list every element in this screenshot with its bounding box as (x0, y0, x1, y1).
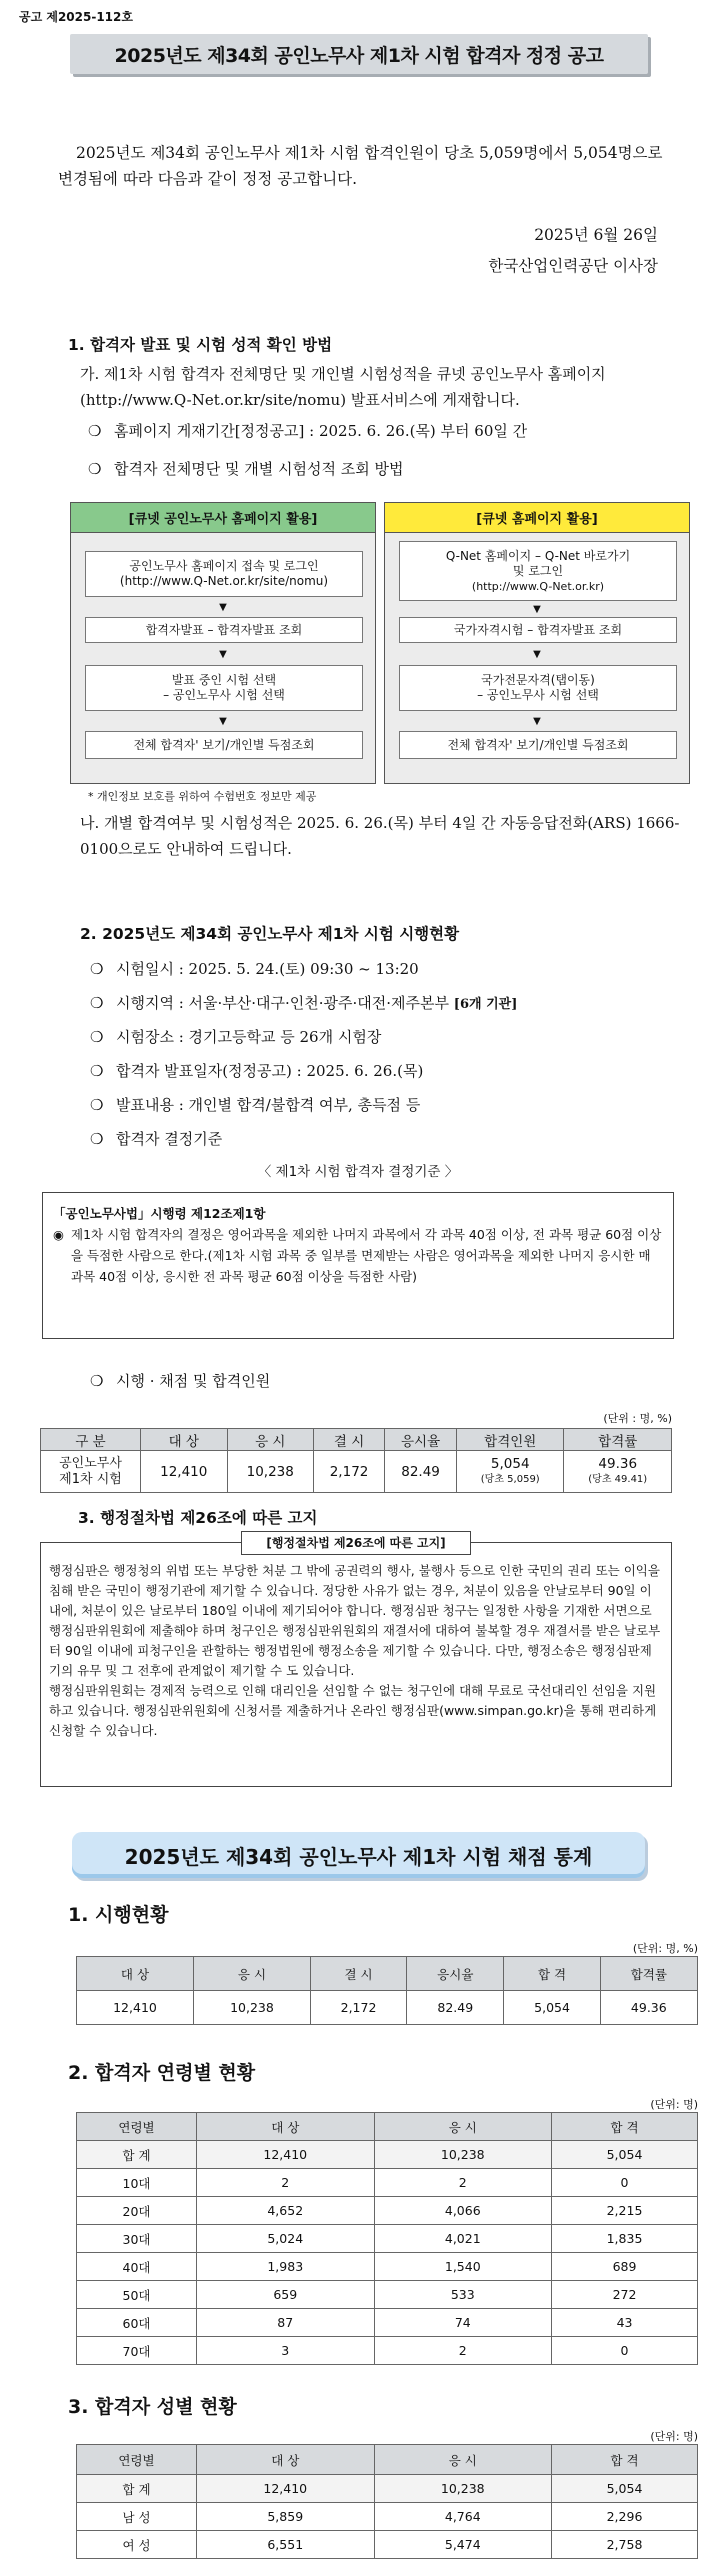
cell: 3 (197, 2337, 375, 2365)
table-row (77, 2253, 698, 2281)
bullet-icon: ❍ (90, 1028, 104, 1046)
announce-date-item (90, 1058, 423, 1084)
row-label: 공인노무사 (59, 1455, 122, 1471)
cell: 0 (552, 2169, 698, 2197)
cell: 659 (197, 2281, 375, 2309)
cell: 43 (552, 2309, 698, 2337)
cell: 5,054 (504, 1991, 600, 2025)
notice-date: 2025년 6월 26일 (534, 226, 658, 244)
admin-notice-p2: 행정심판위원회는 경제적 능력으로 인해 대리인을 선임할 수 없는 청구인에 대해 무료로 국선대리인 선임을 지원하고 있습니다. 행정심판위원회에 신청서를 제출하거나 온라인 행정심판(www.simpan.go.kr)을 통해 편리하게 신청할 수 있습니다. (49, 1683, 657, 1738)
bullet-icon: ❍ (88, 460, 102, 478)
header-cell: 응 시 (374, 2445, 552, 2475)
row-label: 제1차 시험 (59, 1471, 122, 1487)
flow-step-text: 및 로그인 (512, 563, 564, 578)
header-cell: 연령별 (77, 2113, 197, 2141)
exam-region-item (90, 990, 517, 1018)
flow-step-text: 국가자격시험 – 합격자발표 조회 (453, 622, 623, 637)
cell: 2,172 (310, 1991, 406, 2025)
cell-note: (당초 5,059) (480, 1473, 540, 1485)
table-row (77, 2531, 698, 2559)
cell: 2 (374, 2337, 552, 2365)
unit-label: (단위: 명) (650, 2430, 698, 2443)
posting-period-bullet (88, 418, 527, 444)
page-title: 2025년도 제34회 공인노무사 제1차 시험 합격자 정정 공고 (70, 34, 648, 74)
lookup-method-bullet (88, 456, 403, 482)
table-header-row (77, 1957, 698, 1991)
down-arrow-icon: ▼ (219, 649, 227, 660)
posting-period-text: 홈페이지 게재기간[정정공고] : 2025. 6. 26.(목) 부터 60일 간 (114, 422, 528, 440)
admin-notice-box (40, 1536, 672, 1787)
header-cell: 합격인원 (457, 1429, 564, 1451)
header-cell: 응 시 (374, 2113, 552, 2141)
cell: 49.36 (600, 1991, 697, 2025)
header-cell: 합 격 (552, 2113, 698, 2141)
notice-number: 공고 제2025-112호 (19, 10, 133, 24)
flow-step-text: Q-Net 홈페이지 – Q-Net 바로가기 (445, 548, 631, 563)
header-cell: 응 시 (227, 1429, 314, 1451)
flow-step (85, 665, 363, 711)
flow-step-text: – 공인노무사 시험 선택 (163, 688, 285, 702)
flow-step (399, 731, 677, 759)
item-text: 시행지역 : 서울·부산·대구·인천·광주·대전·제주본부 (116, 994, 450, 1012)
cell: 5,024 (197, 2225, 375, 2253)
table-header-row (41, 1429, 672, 1451)
admin-notice-body (41, 1543, 671, 1741)
cell: 82.49 (407, 1991, 504, 2025)
table-row (77, 2197, 698, 2225)
cell: 남 성 (77, 2503, 197, 2531)
flow-step-link: (http://www.Q-Net.or.kr/site/nomu) (119, 574, 329, 588)
cell: 여 성 (77, 2531, 197, 2559)
flow-step-text: 전체 합격자' 보기/개인별 득점조회 (133, 737, 315, 752)
bullet-icon: ❍ (90, 994, 104, 1012)
table-row (77, 2141, 698, 2169)
exam-venue-item (90, 1024, 381, 1050)
cell: 6,551 (197, 2531, 375, 2559)
result-table (40, 1428, 672, 1493)
exam-date-item (90, 956, 419, 982)
cell: 2,172 (314, 1451, 385, 1493)
table-row (77, 2503, 698, 2531)
bullet-icon: ❍ (88, 422, 102, 440)
flow-step-text: – 공인노무사 시험 선택 (477, 688, 599, 702)
criteria-item (90, 1126, 222, 1152)
table-row (77, 2169, 698, 2197)
flow-step-text: 공인노무사 홈페이지 접속 및 로그인 (129, 559, 319, 573)
unit-label: (단위: 명, %) (632, 1942, 698, 1955)
cell: 1,540 (374, 2253, 552, 2281)
flow-step (399, 617, 677, 643)
table-row (77, 2281, 698, 2309)
header-cell: 결 시 (314, 1429, 385, 1451)
header-cell: 합격률 (564, 1429, 672, 1451)
header-cell: 대 상 (141, 1429, 228, 1451)
cell: 689 (552, 2253, 698, 2281)
criteria-caption: 〈 제1차 시험 합격자 결정기준 〉 (257, 1164, 459, 1180)
cell: 30대 (77, 2225, 197, 2253)
panel-header: [큐넷 홈페이지 활용] (385, 503, 689, 533)
stat-subtitle (90, 1368, 270, 1394)
cell: 2,758 (552, 2531, 698, 2559)
bullet-icon: ❍ (90, 1130, 104, 1148)
table-row (41, 1451, 672, 1493)
cell: 12,410 (141, 1451, 228, 1493)
cell: 1,983 (197, 2253, 375, 2281)
cell: 12,410 (77, 1991, 194, 2025)
table-header-row (77, 2113, 698, 2141)
bullet-icon: ❍ (90, 1372, 104, 1390)
item-text: 합격자 발표일자(정정공고) : 2025. 6. 26.(목) (116, 1062, 424, 1080)
item-text: 시행 · 채점 및 합격인원 (116, 1372, 271, 1390)
cell: 12,410 (197, 2141, 375, 2169)
cell: 10,238 (374, 2475, 552, 2503)
header-cell: 응 시 (193, 1957, 310, 1991)
down-arrow-icon: ▼ (533, 649, 541, 660)
cell: 5,859 (197, 2503, 375, 2531)
flow-step (85, 617, 363, 643)
cell: 5,474 (374, 2531, 552, 2559)
cell: 10,238 (227, 1451, 314, 1493)
qnet-flow-panel (384, 502, 690, 784)
item-text: 발표내용 : 개인별 합격/불합격 여부, 총득점 등 (116, 1096, 421, 1114)
flow-step-link: (http://www.Q-Net.or.kr) (471, 579, 605, 593)
lookup-method-text: 합격자 전체명단 및 개별 시험성적 조회 방법 (114, 460, 404, 478)
cell: 20대 (77, 2197, 197, 2225)
flow-step (85, 731, 363, 759)
stats-s1-heading: 1. 시행현황 (68, 1904, 169, 1926)
cell: 50대 (77, 2281, 197, 2309)
table-row (77, 2309, 698, 2337)
cell: 70대 (77, 2337, 197, 2365)
stats-s2-table (76, 2112, 698, 2365)
header-cell: 합격률 (600, 1957, 697, 1991)
cell: 82.49 (385, 1451, 457, 1493)
header-cell: 응시율 (385, 1429, 457, 1451)
unit-label: (단위 : 명, %) (603, 1412, 672, 1425)
cell-note: (당초 49.41) (588, 1473, 648, 1485)
section-2-heading: 2. 2025년도 제34회 공인노무사 제1차 시험 시행현황 (80, 925, 460, 943)
cell: 합 계 (77, 2141, 197, 2169)
stats-s3-heading: 3. 합격자 성별 현황 (68, 2396, 237, 2418)
table-header-row (77, 2445, 698, 2475)
announce-content-item (90, 1092, 420, 1118)
criteria-law: 「공인노무사법」시행령 제12조제1항 (53, 1206, 266, 1221)
intro-paragraph: 2025년도 제34회 공인노무사 제1차 시험 합격인원이 당초 5,059명에서 5,054명으로 변경됨에 따라 다음과 같이 정정 공고합니다. (58, 144, 663, 188)
cell: 272 (552, 2281, 698, 2309)
cell: 합 계 (77, 2475, 197, 2503)
table-row (77, 1991, 698, 2025)
section-1-item-na: 나. 개별 합격여부 및 시험성적은 2025. 6. 26.(목) 부터 4일 간 자동응답전화(ARS) 1666-0100으로도 안내하여 드립니다. (80, 814, 680, 858)
cell: 40대 (77, 2253, 197, 2281)
criteria-mark-icon: ◉ (53, 1227, 64, 1242)
flow-step-text: 국가전문자격(탭이동) (481, 673, 595, 687)
header-cell: 합 격 (504, 1957, 600, 1991)
cell: 4,021 (374, 2225, 552, 2253)
cell: 0 (552, 2337, 698, 2365)
item-text: 시험일시 : 2025. 5. 24.(토) 09:30 ~ 13:20 (116, 960, 419, 978)
stats-s3-table (76, 2444, 698, 2559)
panel-header: [큐넷 공인노무사 홈페이지 활용] (71, 503, 375, 533)
passers-cell (457, 1451, 564, 1493)
item-text: 시험장소 : 경기고등학교 등 26개 시험장 (116, 1028, 382, 1046)
cell: 60대 (77, 2309, 197, 2337)
section-1-heading: 1. 합격자 발표 및 시험 성적 확인 방법 (68, 336, 333, 354)
issuer-name: 한국산업인력공단 이사장 (488, 257, 658, 275)
header-cell: 응시율 (407, 1957, 504, 1991)
cell: 12,410 (197, 2475, 375, 2503)
qnet-nomu-flow-panel (70, 502, 376, 784)
cell: 2,215 (552, 2197, 698, 2225)
row-label-cell (41, 1451, 141, 1493)
stats-s1-table (76, 1956, 698, 2025)
header-cell: 결 시 (310, 1957, 406, 1991)
flow-step (399, 541, 677, 601)
cell: 4,066 (374, 2197, 552, 2225)
flow-step-text: 발표 중인 시험 선택 (171, 673, 277, 687)
cell: 2 (374, 2169, 552, 2197)
cell: 10대 (77, 2169, 197, 2197)
section-3-heading: 3. 행정절차법 제26조에 따른 고지 (78, 1509, 318, 1527)
region-tag: [6개 기관] (453, 997, 518, 1012)
flow-step (85, 551, 363, 597)
table-row (77, 2225, 698, 2253)
down-arrow-icon: ▼ (533, 604, 541, 615)
criteria-text: 제1차 시험 합격자의 결정은 영어과목을 제외한 나머지 과목에서 각 과목 40점 이상, 전 과목 평균 60점 이상을 득점한 사람으로 한다.(제1차 시험 과목 중 일부를 면제받는 사람은 영어과목을 제외한 나머지 응시한 매 과목 40점 이상, 응시한 전 과목 평균 60점 이상을 득점한 사람) (71, 1227, 662, 1284)
header-cell: 대 상 (77, 1957, 194, 1991)
unit-label: (단위: 명) (650, 2098, 698, 2111)
header-cell: 대 상 (197, 2113, 375, 2141)
cell-value: 5,054 (490, 1455, 530, 1472)
cell: 4,652 (197, 2197, 375, 2225)
admin-notice-tag: [행정절차법 제26조에 따른 고지] (241, 1531, 471, 1555)
down-arrow-icon: ▼ (219, 602, 227, 613)
cell: 87 (197, 2309, 375, 2337)
cell: 2 (197, 2169, 375, 2197)
stats-title: 2025년도 제34회 공인노무사 제1차 시험 채점 통계 (72, 1832, 645, 1878)
cell: 533 (374, 2281, 552, 2309)
bullet-icon: ❍ (90, 1096, 104, 1114)
table-row (77, 2475, 698, 2503)
header-cell: 구 분 (41, 1429, 141, 1451)
cell: 4,764 (374, 2503, 552, 2531)
flow-step (399, 665, 677, 711)
down-arrow-icon: ▼ (533, 716, 541, 727)
bullet-icon: ❍ (90, 960, 104, 978)
cell: 10,238 (193, 1991, 310, 2025)
header-cell: 합 격 (552, 2445, 698, 2475)
privacy-note: * 개인정보 보호를 위하여 수험번호 정보만 제공 (88, 790, 317, 803)
section-1-item-ga: 가. 제1차 시험 합격자 전체명단 및 개인별 시험성적을 큐넷 공인노무사 홈페이지(http://www.Q-Net.or.kr/site/nomu) 발표서비스에 게재합니다. (80, 365, 606, 409)
table-row (77, 2337, 698, 2365)
flow-step-text: 전체 합격자' 보기/개인별 득점조회 (447, 737, 629, 752)
cell: 5,054 (552, 2141, 698, 2169)
header-cell: 연령별 (77, 2445, 197, 2475)
bullet-icon: ❍ (90, 1062, 104, 1080)
cell: 2,296 (552, 2503, 698, 2531)
flow-step-text: 합격자발표 – 합격자발표 조회 (145, 622, 303, 637)
cell: 1,835 (552, 2225, 698, 2253)
admin-notice-p1: 행정심판은 행정청의 위법 또는 부당한 처분 그 밖에 공권력의 행사, 불행사 등으로 인한 국민의 권리 또는 이익을 침해 받은 국민이 행정기관에 제기할 수 있습니다. 정당한 사유가 없는 경우, 처분이 있음을 안날로부터 90일 이내에, 처분이 있은 날로부터 180일 이내에 제기되어야 합니다. 행정심판 청구는 일정한 사항을 기재한 서면으로 행정심판위원회에 제출해야 하며 청구인은 행정심판위원회의 재결서에 대하여 불복할 경우 재결서를 받은 날로부터 90일 이내에 피청구인을 관할하는 행정법원에 행정소송을 제기할 수 있습니다. 다만, 행정소송은 행정심판제기의 유무 및 그 전후에 관계없이 제기할 수 도 있습니다. (49, 1563, 661, 1678)
header-cell: 대 상 (197, 2445, 375, 2475)
cell: 5,054 (552, 2475, 698, 2503)
cell: 10,238 (374, 2141, 552, 2169)
pass-rate-cell (564, 1451, 672, 1493)
stats-s2-heading: 2. 합격자 연령별 현황 (68, 2062, 256, 2084)
down-arrow-icon: ▼ (219, 716, 227, 727)
cell: 74 (374, 2309, 552, 2337)
cell-value: 49.36 (598, 1455, 638, 1472)
criteria-box (42, 1192, 674, 1339)
item-text: 합격자 결정기준 (116, 1130, 223, 1148)
